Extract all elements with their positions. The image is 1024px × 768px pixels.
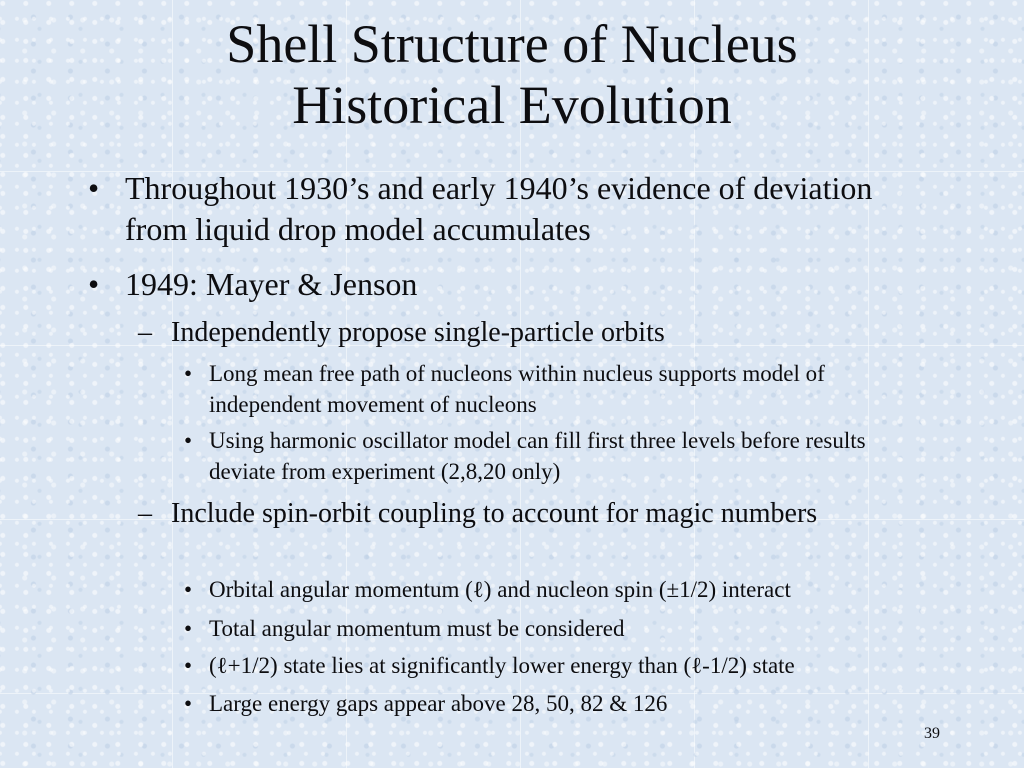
bullet-marker: • — [88, 170, 100, 206]
sub-bullet-text: Include spin-orbit coupling to account for magic numbers — [171, 498, 818, 529]
dash-marker: – — [138, 317, 152, 348]
bullet-marker: • — [184, 361, 193, 386]
detail-text: Using harmonic oscillator model can fill first three levels before results deviate from experiment (2,8,20 only) — [209, 428, 866, 484]
title-line-1: Shell Structure of Nucleus — [226, 14, 798, 74]
detail-bullet-orbital-angular-momentum — [184, 574, 944, 605]
sub-bullet-text: Independently propose single-particle orbits — [171, 317, 665, 348]
sub-bullet-spin-orbit-coupling — [138, 497, 858, 531]
bullet-marker: • — [184, 428, 193, 453]
sub-bullet-single-particle-orbits — [138, 316, 858, 350]
detail-bullet-total-angular-momentum — [184, 613, 944, 644]
detail-text: Large energy gaps appear above 28, 50, 82 & 126 — [209, 691, 668, 716]
bullet-text: 1949: Mayer & Jenson — [125, 266, 418, 302]
detail-text: Long mean free path of nucleons within nucleus supports model of independent movement of nucleons — [209, 361, 825, 417]
bullet-marker: • — [184, 691, 193, 716]
dash-marker: – — [138, 498, 152, 529]
bullet-marker: • — [184, 577, 193, 602]
bullet-marker: • — [88, 266, 100, 302]
bullet-mayer-jenson — [88, 264, 928, 305]
detail-bullet-harmonic-oscillator — [184, 425, 944, 487]
detail-bullet-energy-gaps — [184, 688, 944, 719]
bullet-marker: • — [184, 616, 193, 641]
detail-bullet-mean-free-path — [184, 358, 944, 420]
title-line-2: Historical Evolution — [292, 75, 732, 135]
detail-text: Total angular momentum must be considered — [209, 616, 625, 641]
bullet-evidence-deviation — [88, 168, 928, 250]
page-number: 39 — [924, 725, 940, 742]
detail-bullet-state-energy — [184, 650, 944, 681]
bullet-marker: • — [184, 653, 193, 678]
bullet-text: Throughout 1930’s and early 1940’s evidence of deviation from liquid drop model accumulates — [125, 170, 873, 247]
detail-text: (ℓ+1/2) state lies at significantly lower energy than (ℓ-1/2) state — [209, 653, 795, 678]
detail-text: Orbital angular momentum (ℓ) and nucleon spin (±1/2) interact — [209, 577, 791, 602]
